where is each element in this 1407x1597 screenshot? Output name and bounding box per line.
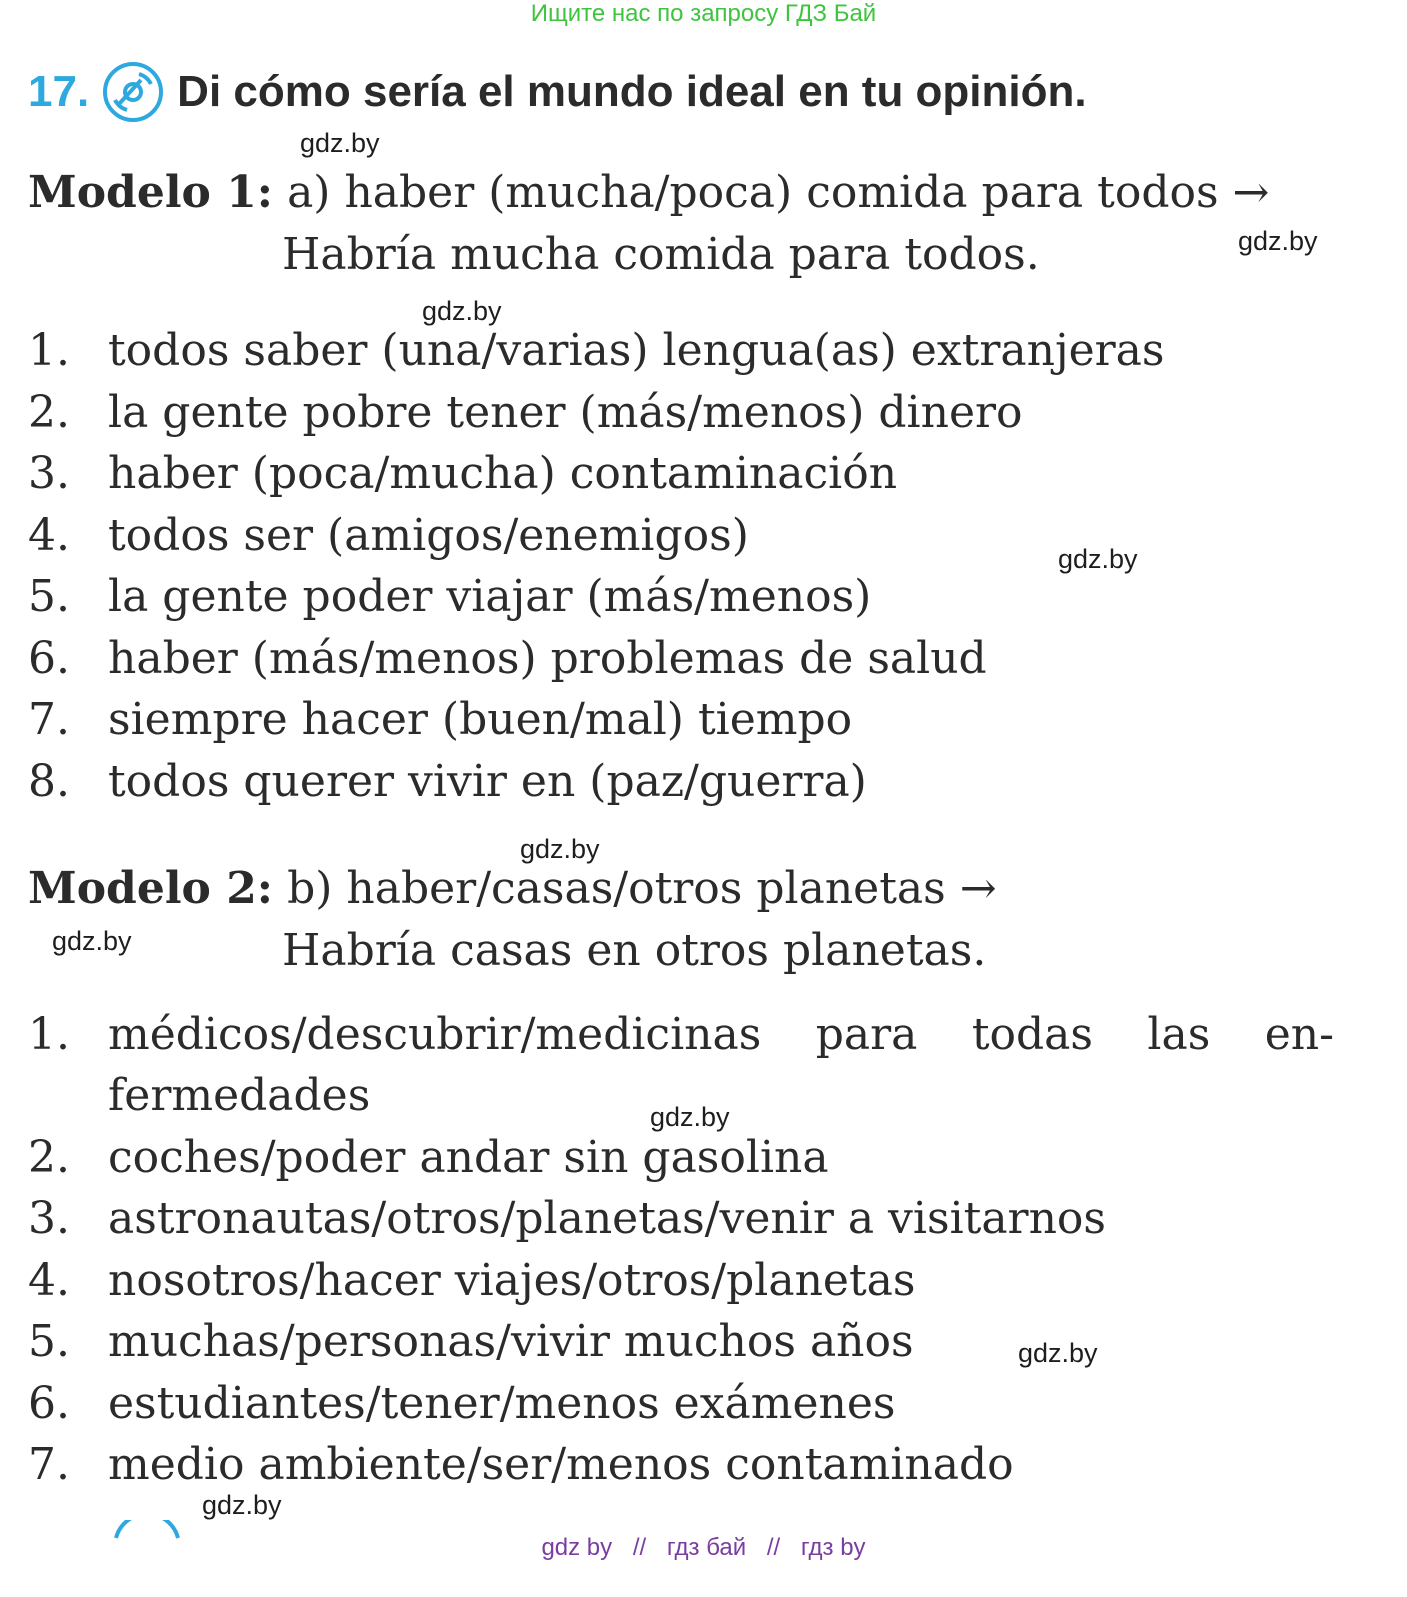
model1-label: Modelo 1: xyxy=(28,167,274,218)
top-banner: Ищите нас по запросу ГДЗ Бай xyxy=(530,0,877,27)
list2-item-number: 3. xyxy=(28,1193,70,1244)
model2-label: Modelo 2: xyxy=(28,863,274,914)
list2-item-number: 6. xyxy=(28,1378,70,1429)
list2-item-text: astronautas/otros/planetas/venir a visitarnos xyxy=(108,1193,1106,1244)
model2-line xyxy=(28,862,997,916)
watermark: gdz.by xyxy=(422,296,502,326)
list2-item-text: coches/poder andar sin gasolina xyxy=(108,1132,829,1183)
list2-item-number: 2. xyxy=(28,1132,70,1183)
list1-item-number: 1. xyxy=(28,325,70,376)
watermark: gdz.by xyxy=(52,926,132,956)
list2-item-number: 1. xyxy=(28,1009,70,1060)
list1-item-text: siempre hacer (buen/mal) tiempo xyxy=(108,694,853,745)
footer-separator: // xyxy=(766,1534,781,1561)
list1-item-text: todos ser (amigos/enemigos) xyxy=(108,510,749,561)
footer-separator: // xyxy=(632,1534,647,1561)
watermark: gdz.by xyxy=(300,128,380,158)
list2-item-text: medio ambiente/ser/menos contaminado xyxy=(108,1439,1014,1490)
model1-prompt: a) haber (mucha/poca) comida para todos → xyxy=(287,167,1270,218)
watermark: gdz.by xyxy=(202,1490,282,1520)
model1-answer: Habría mucha comida para todos. xyxy=(282,229,1040,280)
exercise-header xyxy=(28,58,1087,126)
watermark: gdz.by xyxy=(650,1102,730,1132)
model2-prompt: b) haber/casas/otros planetas → xyxy=(287,863,997,914)
footer-link[interactable]: гдз by xyxy=(800,1534,866,1561)
watermark: gdz.by xyxy=(520,834,600,864)
list2-item-number: 7. xyxy=(28,1439,70,1490)
footer xyxy=(0,1533,1407,1563)
exercise-title: Di cómo sería el mundo ideal en tu opinión. xyxy=(177,67,1087,116)
cd-audio-icon[interactable] xyxy=(101,60,165,124)
watermark: gdz.by xyxy=(1058,544,1138,574)
list1-item-text: todos querer vivir en (paz/guerra) xyxy=(108,756,867,807)
watermark: gdz.by xyxy=(1018,1338,1098,1368)
footer-link[interactable]: гдз бай xyxy=(666,1534,747,1561)
list2-item-text: muchas/personas/vivir muchos años xyxy=(108,1316,914,1367)
exercise-number: 17. xyxy=(28,67,90,116)
list1-item-number: 8. xyxy=(28,756,70,807)
list1-item-text: la gente pobre tener (más/menos) dinero xyxy=(108,387,1023,438)
list2-item-number: 5. xyxy=(28,1316,70,1367)
list1-item-text: haber (poca/mucha) contaminación xyxy=(108,448,898,499)
footer-link[interactable]: gdz by xyxy=(541,1534,613,1561)
model2-answer: Habría casas en otros planetas. xyxy=(282,925,987,976)
list1-item-number: 7. xyxy=(28,694,70,745)
list2-item-text: nosotros/hacer viajes/otros/planetas xyxy=(108,1255,916,1306)
watermark: gdz.by xyxy=(1238,226,1318,256)
list1-item-number: 5. xyxy=(28,571,70,622)
list1-item-number: 3. xyxy=(28,448,70,499)
list2-item-continuation: fermedades xyxy=(108,1070,371,1121)
list2-item-text: médicos/descubrir/medicinas para todas las en- xyxy=(108,1009,1334,1060)
list1-item-number: 4. xyxy=(28,510,70,561)
list2-item-number: 4. xyxy=(28,1255,70,1306)
list1-item-number: 2. xyxy=(28,387,70,438)
list1-item-text: haber (más/menos) problemas de salud xyxy=(108,633,987,684)
list1-item-text: todos saber (una/varias) lengua(as) extranjeras xyxy=(108,325,1165,376)
list1-item-text: la gente poder viajar (más/menos) xyxy=(108,571,872,622)
list1-item-number: 6. xyxy=(28,633,70,684)
model1-line xyxy=(28,166,1269,220)
list2-item-text: estudiantes/tener/menos exámenes xyxy=(108,1378,896,1429)
